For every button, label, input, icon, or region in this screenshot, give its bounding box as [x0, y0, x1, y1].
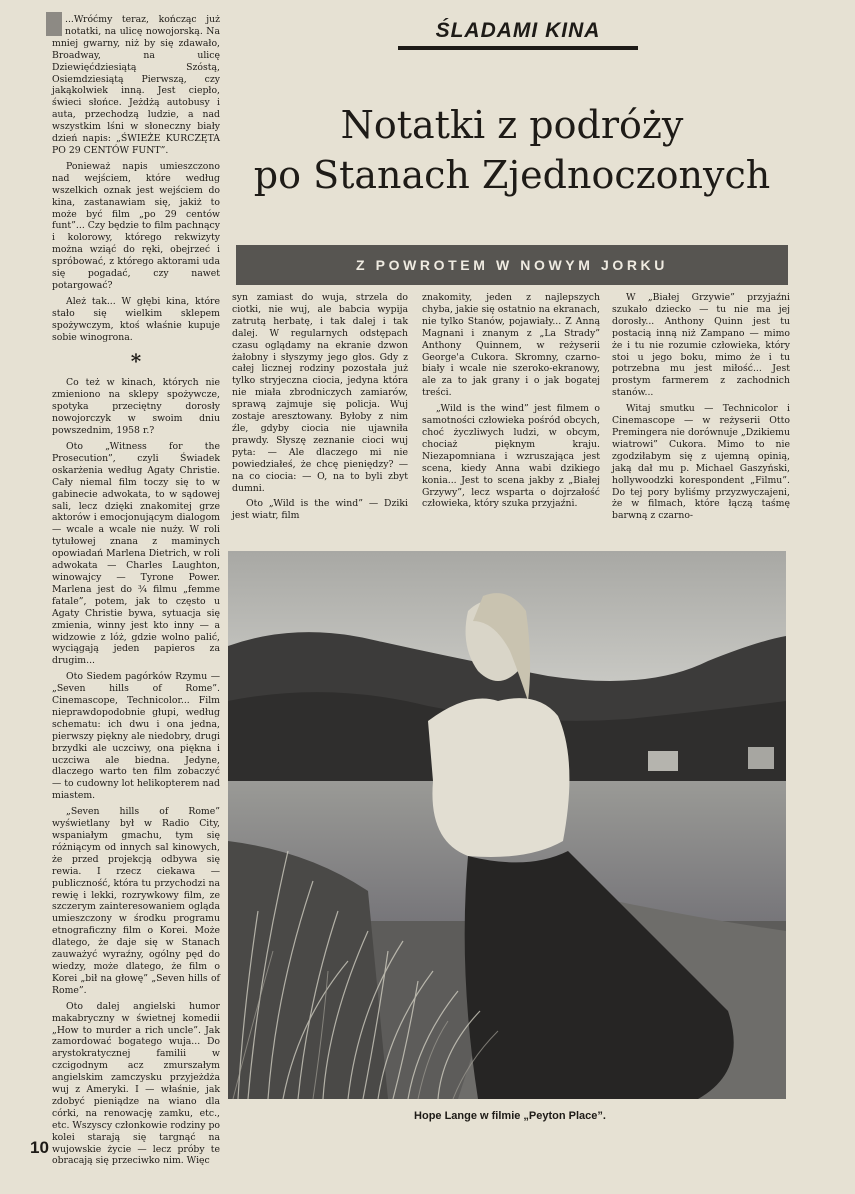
- paragraph: Oto Siedem pagórków Rzymu — „Seven hills of Rome”. Cinemascope, Technicolor... Film nieprawdopodobnie głupi, według schematu: ich dwu i ona jedna, pierwszy piękny ale niedobry, drugi brzydki ale uczciwy, ona piękna i uczciwa ale biedna. Jedyne, dlaczego warto ten film zobaczyć — to cudowny lot helikopterem nad miastem.: [52, 671, 220, 802]
- section-kicker: ŚLADAMI KINA: [398, 16, 638, 50]
- title-line-2: po Stanach Zjednoczonych: [253, 153, 771, 197]
- article-photo: [228, 551, 786, 1099]
- subtitle-banner: Z POWROTEM W NOWYM JORKU: [236, 245, 788, 285]
- paragraph: Witaj smutku — Technicolor i Cinemascope — w reżyserii Otto Premingera nie dorównuje „Dzikiemu wiatrowi” Cukora. Mimo to nie zgodziłabym się z ujemną opinią, jaką dał mu p. Michael Gaszyński, hollywoodzki korespondent „Filmu”. Do tej pory byliśmy przyzwyczajeni, że w filmach, które łączą taśmę barwną z czarno-: [612, 403, 790, 522]
- paragraph: syn zamiast do wuja, strzela do ciotki, nie wuj, ale babcia wypija zatrutą herbatę, i tak dalej i tak dalej. W regularnych odstępach czasu oglądamy na ekranie dzwon żałobny i słyszymy jego głos. Gdy z całej licznej rodziny pozostała już tylko stryjeczna ciocia, jedyna która nie miała zbrodniczych zamiarów, sprawą zajmuje się policja. Wuj zostaje aresztowany. Byłoby z nim źle, gdyby ciocia nie ujawniła prawdy. Słyszę zeznanie cioci wuj pyta: — Ale dlaczego mi nie powiedziałeś, że chcę pieniędzy? — na co ciocia: — O, na to byli zbyt dumni.: [232, 292, 408, 494]
- article-title: [236, 100, 788, 200]
- column-3: [422, 292, 600, 537]
- section-divider-asterisk: *: [130, 349, 142, 374]
- paragraph: Ależ tak... W głębi kina, które stało się wielkim sklepem spożywczym, ktoś właśnie kupuje sobie winogrona.: [52, 295, 220, 343]
- paragraph: znakomity, jeden z najlepszych chyba, jakie się ostatnio na ekranach, nie tylko Stanów, pojawiały... Z Anną Magnani i znanym z „La Strady” Anthony Quinnem, w reżyserii George'a Cukora. Skromny, czarno-biały i wcale nie szeroko-ekranowy, ale za to jak grany i o jak bogatej treści.: [422, 292, 600, 399]
- column-4: [612, 292, 790, 537]
- paragraph: „Seven hills of Rome” wyświetlany był w Radio City, wspaniałym gmachu, tym się różniącym od innych sal kinowych, że przed projekcją odbywa się rewia. I rzecz ciekawa — publiczność, która tu przychodzi na rewię i lekki, rozrywkowy film, ze szczerym zainteresowaniem ogląda umieszczony w środku programu etnograficzny film o Korei. Może dlatego, że daje się w Stanach zauważyć wyraźny, ogólny pęd do wiedzy, może dlatego, że film o Korei „bił na głowę” „Seven hills of Rome”.: [52, 806, 220, 996]
- photo-illustration: [228, 551, 786, 1099]
- column-1: [52, 14, 220, 1167]
- paragraph: W „Białej Grzywie” przyjaźni szukało dziecko — tu nie ma jej dorosły... Anthony Quinn jest tu postacią inną niż Zampano — mimo że i tu nie rozumie człowieka, który stoi u jego boku, mimo że i tu potrzebna mu jest miłość... Jest prostym farmerem z zachodnich stanów...: [612, 292, 790, 399]
- thumbnail-image: [46, 12, 62, 36]
- paragraph-text: ...Wróćmy teraz, kończąc już notatki, na ulicę nowojorską. Na mniej gwarny, niż by się zdawało, Broadway, na ulicę Dziewięćdziesiątą Szóstą, Osiemdziesiątą Pierwszą, czy jakąkolwiek inną. Jest ciepło, świeci słońce. Jeżdżą autobusy i auta, przechodzą ludzie, a nad wszystkim lśni w słoneczny biały dzień napis: „ŚWIEŻE KURCZĘTA PO 29 CENTÓW FUNT”.: [52, 14, 220, 156]
- paragraph: Oto dalej angielski humor makabryczny w świetnej komedii „How to murder a rich uncle”. Jak zamordować bogatego wuja... Do arystokratycznej familii w czcigodnym acz zmurszałym angielskim zamczysku przyjeżdża wuj z Ameryki. I — właśnie, jak zdobyć pieniądze na wiano dla córki, na renowację zamku, etc., etc. Wszyscy członkowie rodziny po kolei starają się targnąć na wujowskie życie — lecz próby te obracają się przeciwko nim. Więc: [52, 1000, 220, 1167]
- column-2: [232, 292, 408, 537]
- paragraph: Ponieważ napis umieszczono nad wejściem, które według wszelkich oznak jest wejściem do kina, zastanawiam się, jakiż to może być film „po 29 centów funt”... Czy będzie to film pachnący i kolorowy, którego rekwizyty można wziąć do ręki, obejrzeć i spróbować, z którego aktorami uda się pogadać, czy nawet potargować?: [52, 160, 220, 291]
- page-number: 10: [30, 1138, 49, 1157]
- paragraph: Co też w kinach, których nie zmieniono na sklepy spożywcze, spotyka przeciętny dorosły nowojorczyk w swoim dniu powszednim, 1958 r.?: [52, 377, 220, 437]
- paragraph: „Wild is the wind” jest filmem o samotności człowieka pośród obcych, choć życzliwych ludzi, w obcym, chociaż pięknym kraju. Niezapomniana i wzruszająca jest scena, kiedy Anna wabi dzikiego konia... Jest to scena jakby z „Białej Grzywy”, lecz wsparta o dojrzałość człowieka, który szuka przyjaźni.: [422, 403, 600, 510]
- paragraph: [52, 14, 220, 157]
- paragraph: Oto „Wild is the wind” — Dziki jest wiatr, film: [232, 498, 408, 522]
- paragraph: Oto „Witness for the Prosecution”, czyli Świadek oskarżenia według Agaty Christie. Cały niemal film toczy się to w gabinecie adwokata, to w sądowej sali, lecz dzięki znakomitej grze aktorów i emocjonującym dialogom — wcale a wcale nie nuży. W roli tytułowej znana z maminych opowiadań Marlena Dietrich, w roli adwokata — Charles Laughton, winowajcy — Tyrone Power. Marlena jest do ¾ filmu „femme fatale”, potem, jak to często u Agaty Christie bywa, sytuacja się zmienia, winny jest kto inny — a widzowie z lóż, gdzie wolno palić, wyciągają jeden papieros za drugim...: [52, 441, 220, 667]
- photo-caption: Hope Lange w filmie „Peyton Place”.: [414, 1110, 606, 1122]
- title-line-1: Notatki z podróży: [340, 103, 684, 147]
